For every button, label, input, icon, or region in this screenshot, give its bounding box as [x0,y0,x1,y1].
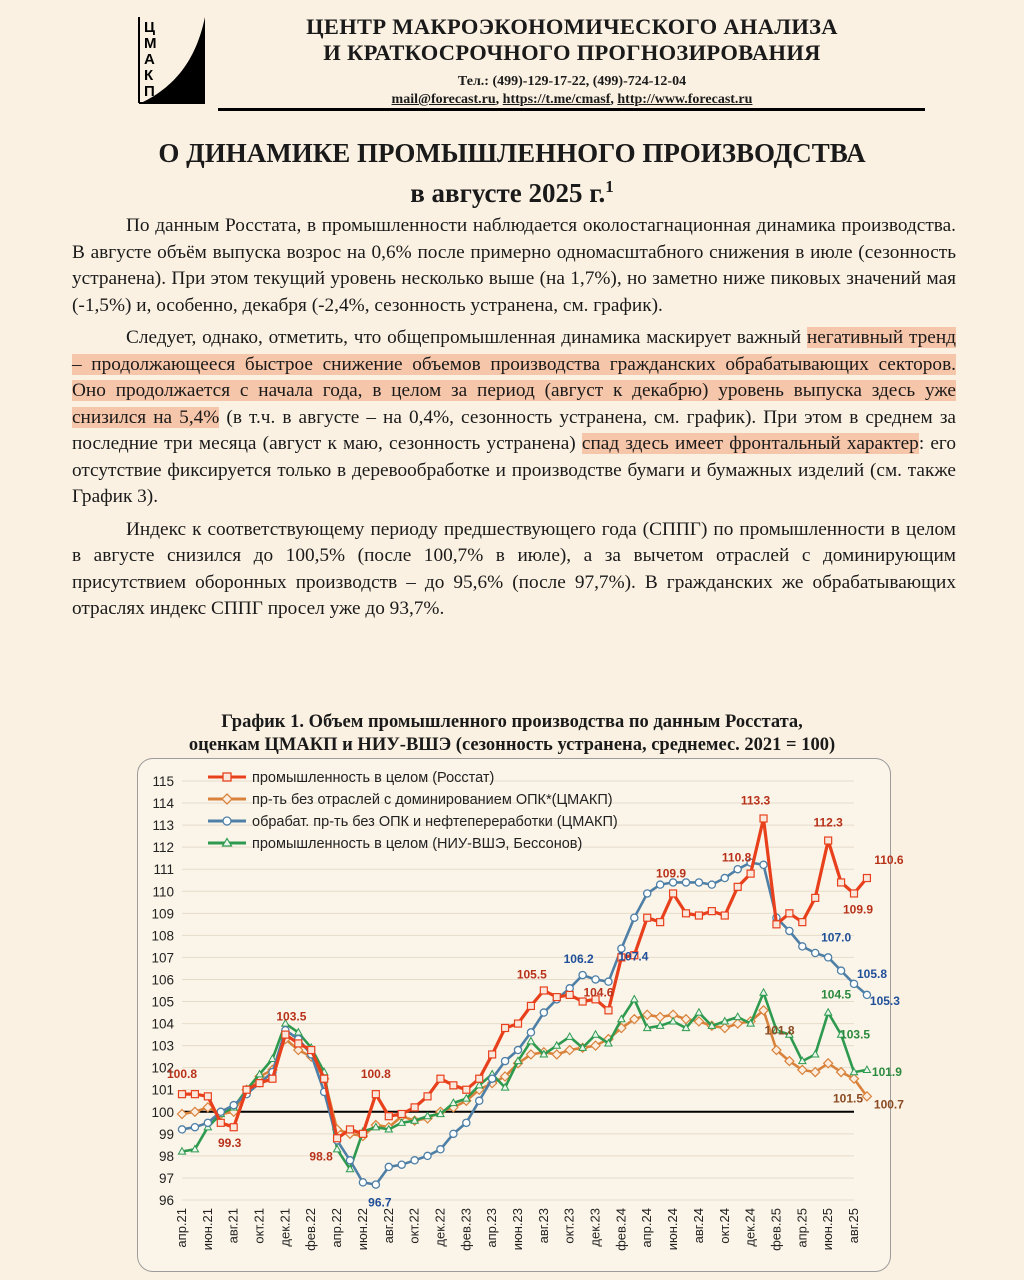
data-point [733,1019,742,1028]
data-point [838,879,845,886]
data-point [527,1029,534,1036]
data-point [398,1161,405,1168]
data-point [346,1157,353,1164]
data-point [760,989,767,995]
legend-marker [223,817,231,825]
data-point [540,1009,547,1016]
data-point [230,1102,237,1109]
data-point [631,914,638,921]
data-point [825,954,832,961]
data-point [837,967,844,974]
data-point [295,1040,302,1047]
data-point [734,883,741,890]
data-point [527,1037,534,1043]
p2-middle: (в т.ч. в августе – на 0,4%, сезонность устранена, см. график). При этом в среднем за последние три месяца (август к маю, сезонность устранена) [72,406,956,454]
data-point [657,881,664,888]
data-label: 98.8 [309,1149,333,1164]
x-tick-label: окт.23 [561,1208,577,1244]
data-label: 101.5 [832,1091,864,1106]
title-line1: О ДИНАМИКЕ ПРОМЫШЛЕННОГО ПРОИЗВОДСТВА [158,138,866,168]
data-label: 101.8 [764,1023,795,1038]
data-point [217,1119,224,1126]
data-point [812,949,819,956]
title-line2: в августе 2025 г. [410,178,606,208]
x-tick-label: апр.21 [174,1208,189,1248]
x-tick-label: июн.21 [199,1208,215,1251]
data-point [657,919,664,926]
data-label: 105.8 [856,966,888,981]
data-label: 101.9 [871,1064,902,1079]
data-point [566,1033,573,1039]
logo-letter: А [144,51,155,68]
data-point [669,1018,676,1024]
data-point [385,1163,392,1170]
header [222,14,922,108]
article-body [72,213,956,629]
data-label: 107.4 [618,949,649,964]
data-label: 112.3 [813,815,843,830]
chart-container [137,758,904,1272]
chart-title [70,711,954,757]
data-point [179,1091,186,1098]
data-label: 105.5 [516,967,547,982]
data-point [191,1124,198,1131]
data-point [760,861,767,868]
data-point [527,1002,534,1009]
data-point [734,1013,741,1019]
x-tick-label: апр.22 [329,1208,345,1248]
y-tick-label: 101 [151,1082,174,1098]
data-point [695,879,702,886]
p2-intro: Следует, однако, отметить, что общепромышленная динамика маскирует важный [126,327,802,348]
telegram-link[interactable]: https://t.me/cmasf [502,92,611,107]
y-tick-label: 110 [152,884,174,900]
data-point [190,1107,199,1116]
x-tick-label: июн.25 [820,1208,836,1251]
data-point [334,1135,341,1142]
y-tick-label: 105 [151,994,174,1010]
data-point [644,890,651,897]
data-point [411,1157,418,1164]
data-point [591,1041,600,1050]
y-tick-label: 111 [153,862,174,878]
legend-marker [222,794,232,804]
data-label: 106.2 [563,952,594,967]
data-point [721,874,728,881]
logo-letter: П [144,83,155,100]
legend-label: промышленность в целом (НИУ-ВШЭ, Бессонов) [252,836,583,852]
data-point [372,1181,379,1188]
y-tick-label: 102 [151,1060,174,1076]
x-tick-label: апр.25 [794,1208,810,1248]
website-link[interactable]: http://www.forecast.ru [617,92,753,107]
data-point [708,908,715,915]
data-point [463,1086,470,1093]
data-point [773,921,780,928]
x-tick-label: фев.22 [303,1208,319,1251]
x-tick-label: авг.22 [380,1208,396,1244]
data-point [191,1091,198,1098]
data-point [359,1179,366,1186]
paragraph-1: По данным Росстата, в промышленности наблюдается околостагнационная динамика производства. В августе объём выпуска возрос на 0,6% после примерно одномасштабного снижения в июле (сезонность устранена). При этом текущий уровень несколько выше (на 1,7%), но заметно ниже пиковых значений мая (-1,5%) и, особенно, декабря (-2,4%, сезонность устранена, см. график). [72,215,956,316]
data-point [592,1031,599,1037]
data-point [269,1075,276,1082]
data-point [566,991,573,998]
data-point [605,978,612,985]
data-point [476,1097,483,1104]
x-tick-label: авг.23 [535,1208,551,1244]
data-point [321,1075,328,1082]
x-tick-label: авг.25 [846,1208,861,1244]
x-tick-label: окт.22 [406,1208,422,1244]
y-tick-label: 106 [151,972,174,988]
data-point [605,1007,612,1014]
x-tick-label: авг.24 [690,1208,706,1244]
data-point [424,1152,431,1159]
data-point [683,910,690,917]
data-point [476,1075,483,1082]
data-point [825,837,832,844]
data-point [734,866,741,873]
data-label: 100.8 [166,1067,198,1082]
data-point [565,1046,574,1055]
data-label: 107.0 [821,930,852,945]
data-point [863,875,870,882]
data-point [579,971,586,978]
data-point [540,987,547,994]
data-label: 105.3 [869,993,900,1008]
data-label: 110.8 [721,850,752,865]
data-label: 104.5 [821,987,852,1002]
data-point [644,914,651,921]
data-point [825,1009,832,1015]
industrial-production-chart [138,759,904,1271]
x-tick-label: окт.24 [716,1208,732,1244]
data-point [437,1075,444,1082]
data-point [372,1091,379,1098]
data-point [411,1104,418,1111]
data-point [514,1046,521,1053]
x-tick-label: фев.24 [613,1208,629,1251]
y-tick-label: 107 [151,950,174,966]
legend-label: обрабат. пр-ть без ОПК и нефтепереработки (ЦМАКП) [252,814,618,830]
p2-end: : его отсутствие фиксируется только в деревообработке и производстве бумаги и бумажных изделий (см. также График 3). [72,433,956,507]
data-point [385,1113,392,1120]
data-point [515,1020,522,1027]
x-tick-label: дек.24 [742,1208,758,1247]
data-point [463,1119,470,1126]
y-tick-label: 108 [151,928,174,944]
data-point [786,927,793,934]
data-point [656,1012,665,1021]
data-point [592,976,599,983]
y-tick-label: 115 [152,774,174,789]
y-tick-label: 98 [158,1148,174,1164]
data-point [489,1051,496,1058]
data-point [178,1126,185,1133]
cmakp-logo [127,15,207,107]
highlight-frontal-decline: спад здесь имеет фронтальный характер [581,433,919,454]
y-tick-label: 99 [158,1126,174,1142]
data-point [450,1082,457,1089]
data-label: 96.7 [368,1195,392,1210]
x-tick-label: июн.23 [510,1208,525,1251]
data-label: 100.8 [360,1067,391,1082]
data-point [243,1086,250,1093]
data-point [424,1093,431,1100]
data-point [695,912,702,919]
data-point [695,1009,702,1015]
page-title [70,136,954,210]
data-point [799,943,806,950]
y-tick-label: 109 [151,906,174,922]
x-tick-label: июн.24 [665,1208,681,1251]
data-point [282,1031,289,1038]
data-label: 100.7 [873,1097,904,1112]
data-point [670,890,677,897]
data-point [230,1124,237,1131]
highlight-negative-trend: негативный тренд – продолжающееся быстрое снижение объемов производства гражданских обрабатывающих секторов. Оно продолжается с начала года, в целом за период (август к декабрю) уровень выпуска здесь уже снизился на 5,4% [72,327,956,428]
data-label: 103.5 [276,1009,307,1024]
data-label: 103.5 [840,1027,871,1042]
x-tick-label: июн.22 [354,1208,370,1251]
data-point [437,1146,444,1153]
data-point [552,1050,561,1059]
data-label: 104.6 [583,985,614,1000]
data-point [708,881,715,888]
logo-letter: Ц [144,19,155,36]
y-tick-label: 113 [152,818,174,834]
y-tick-label: 96 [158,1193,174,1208]
data-point [799,919,806,926]
data-point [398,1110,405,1117]
data-point [631,996,638,1002]
data-point [256,1080,263,1087]
x-tick-label: дек.21 [277,1208,293,1247]
data-point [760,815,767,822]
chart-title-line2: оценкам ЦМАКП и НИУ-ВШЭ (сезонность устранена, среднемес. 2021 = 100) [188,735,836,755]
data-label: 109.9 [842,902,874,917]
data-point [850,980,857,987]
header-divider [218,108,925,111]
data-point [553,994,560,1001]
data-point [450,1130,457,1137]
x-tick-label: апр.23 [484,1208,500,1248]
contact-links: mail@forecast.ru, https://t.me/cmasf, http://www.forecast.ru [391,92,753,107]
y-tick-label: 114 [152,796,174,812]
phones: Тел.: (499)-129-17-22, (499)-724-12-04 [457,74,687,89]
email-link[interactable]: mail@forecast.ru [391,92,496,107]
x-tick-label: дек.23 [587,1208,603,1247]
paragraph-3: Индекс к соответствующему периоду предшествующего года (СППГ) по промышленности в целом в августе снизился до 100,5% (после 100,7% в июле), а за вычетом отраслей с доминирующим присутствием оборонных производств – до 95,6% (после 97,7%). В гражданских же обрабатывающих отраслях индекс СППГ просел уже до 93,7%. [72,518,956,619]
data-point [747,870,754,877]
x-tick-label: окт.21 [251,1208,267,1244]
logo-letter: К [144,67,154,84]
y-tick-label: 97 [158,1170,174,1186]
data-label: 113.3 [740,793,771,808]
legend-marker [223,773,231,781]
legend-label: промышленность в целом (Росстат) [252,770,495,786]
data-label: 99.3 [218,1136,242,1151]
data-point [851,890,858,897]
x-tick-label: фев.23 [458,1208,474,1251]
data-point [489,1075,496,1082]
y-tick-label: 112 [152,840,174,856]
data-label: 110.6 [874,853,904,868]
data-point [501,1057,508,1064]
y-tick-label: 103 [151,1038,174,1054]
data-point [502,1024,509,1031]
logo-letter: М [144,35,157,52]
org-name-line1: ЦЕНТР МАКРОЭКОНОМИЧЕСКОГО АНАЛИЗА [306,14,838,39]
data-point [347,1126,354,1133]
data-point [308,1047,315,1054]
data-point [359,1130,366,1137]
data-point [721,912,728,919]
paragraph-2 [72,325,956,511]
x-tick-label: дек.22 [432,1208,448,1247]
data-point [204,1093,211,1100]
data-point [812,1051,819,1057]
data-point [786,910,793,917]
footnote-mark: 1 [605,177,614,196]
x-tick-label: апр.24 [639,1208,655,1248]
chart-title-line1: График 1. Объем промышленного производства по данным Росстата, [221,712,803,732]
y-tick-label: 104 [151,1016,174,1032]
x-tick-label: авг.21 [225,1208,241,1244]
data-point [204,1119,211,1126]
data-point [812,894,819,901]
legend-label: пр-ть без отраслей с доминированием ОПК*(ЦМАКП) [252,792,613,808]
data-point [720,1023,729,1032]
y-tick-label: 100 [151,1104,174,1120]
data-label: 109.9 [656,866,687,881]
org-name-line2: И КРАТКОСРОЧНОГО ПРОГНОЗИРОВАНИЯ [323,40,821,65]
x-tick-label: фев.25 [768,1208,784,1251]
